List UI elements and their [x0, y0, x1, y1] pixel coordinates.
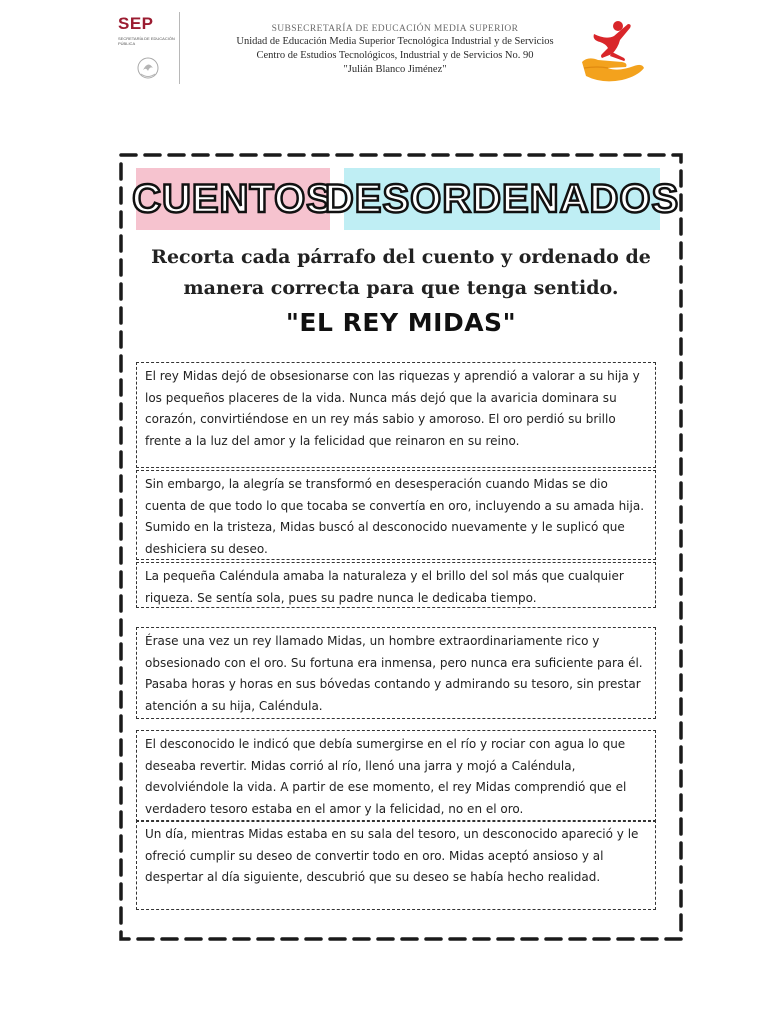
header-line-unidad: Unidad de Educación Media Superior Tecnológica Industrial y de Servicios	[236, 36, 554, 47]
story-paragraph-card: La pequeña Caléndula amaba la naturaleza y el brillo del sol más que cualquier riqueza. Se sentía sola, pues su padre nunca le dedicaba tiempo.	[136, 562, 656, 608]
story-paragraph-card: Sin embargo, la alegría se transformó en desesperación cuando Midas se dio cuenta de que todo lo que tocaba se convertía en oro, incluyendo a su amada hija. Sumido en la tristeza, Midas buscó al desconocido nuevamente y le suplicó que deshiciera su deseo.	[136, 470, 656, 560]
mexican-coat-of-arms-icon	[136, 54, 160, 80]
title-highlight-blue	[324, 168, 680, 230]
story-paragraph-card: El desconocido le indicó que debía sumergirse en el río y rociar con agua lo que deseaba revertir. Midas corrió al río, llenó una jarra y mojó a Caléndula, devolviéndole la vida. A partir de ese momento, el rey Midas comprendió que el verdadero tesoro estaba en el amor y la felicidad, no en el oro.	[136, 730, 656, 822]
title-highlight-pink	[132, 168, 334, 230]
story-paragraph-card: El rey Midas dejó de obsesionarse con las riquezas y aprendió a valorar a su hija y los pequeños placeres de la vida. Nunca más dejó que la avaricia dominara su corazón, convirtiéndose en un rey más sabio y amoroso. El oro perdió su brillo frente a la luz del amor y la felicidad que reinaron en su reino.	[136, 362, 656, 468]
title-word-desordenados: DESORDENADOS	[324, 176, 680, 221]
instructions-text: Recorta cada párrafo del cuento y ordenado de manera correcta para que tenga sentido.	[151, 246, 651, 299]
worksheet-title	[132, 168, 680, 230]
header-line-subsecretaria: SUBSECRETARÍA DE EDUCACIÓN MEDIA SUPERIOR	[271, 24, 519, 34]
sep-logo	[118, 14, 180, 88]
sep-logo-text: SEP	[118, 14, 154, 33]
worksheet	[118, 152, 684, 942]
title-word-cuentos: CUENTOS	[132, 176, 334, 221]
institution-info	[200, 24, 590, 77]
school-logo-icon	[578, 18, 646, 84]
header-line-centro: Centro de Estudios Tecnológicos, Industrial y de Servicios No. 90	[256, 50, 534, 61]
story-paragraph-card: Un día, mientras Midas estaba en su sala del tesoro, un desconocido apareció y le ofreció cumplir su deseo de convertir todo en oro. Midas aceptó ansioso y al despertar al día siguiente, descubrió que su deseo se había hecho realidad.	[136, 820, 656, 910]
header-divider	[179, 12, 180, 84]
story-title: "EL REY MIDAS"	[285, 308, 517, 337]
header-line-school-name: "Julián Blanco Jiménez"	[343, 64, 447, 75]
sep-logo-subtext: SECRETARÍA DE EDUCACIÓN PÚBLICA	[118, 36, 175, 46]
story-paragraph-card: Érase una vez un rey llamado Midas, un hombre extraordinariamente rico y obsesionado con el oro. Su fortuna era inmensa, pero nunca era suficiente para él. Pasaba horas y horas en sus bóvedas contando y admirando su tesoro, sin prestar atención a su hija, Caléndula.	[136, 627, 656, 719]
document-header	[0, 0, 768, 100]
